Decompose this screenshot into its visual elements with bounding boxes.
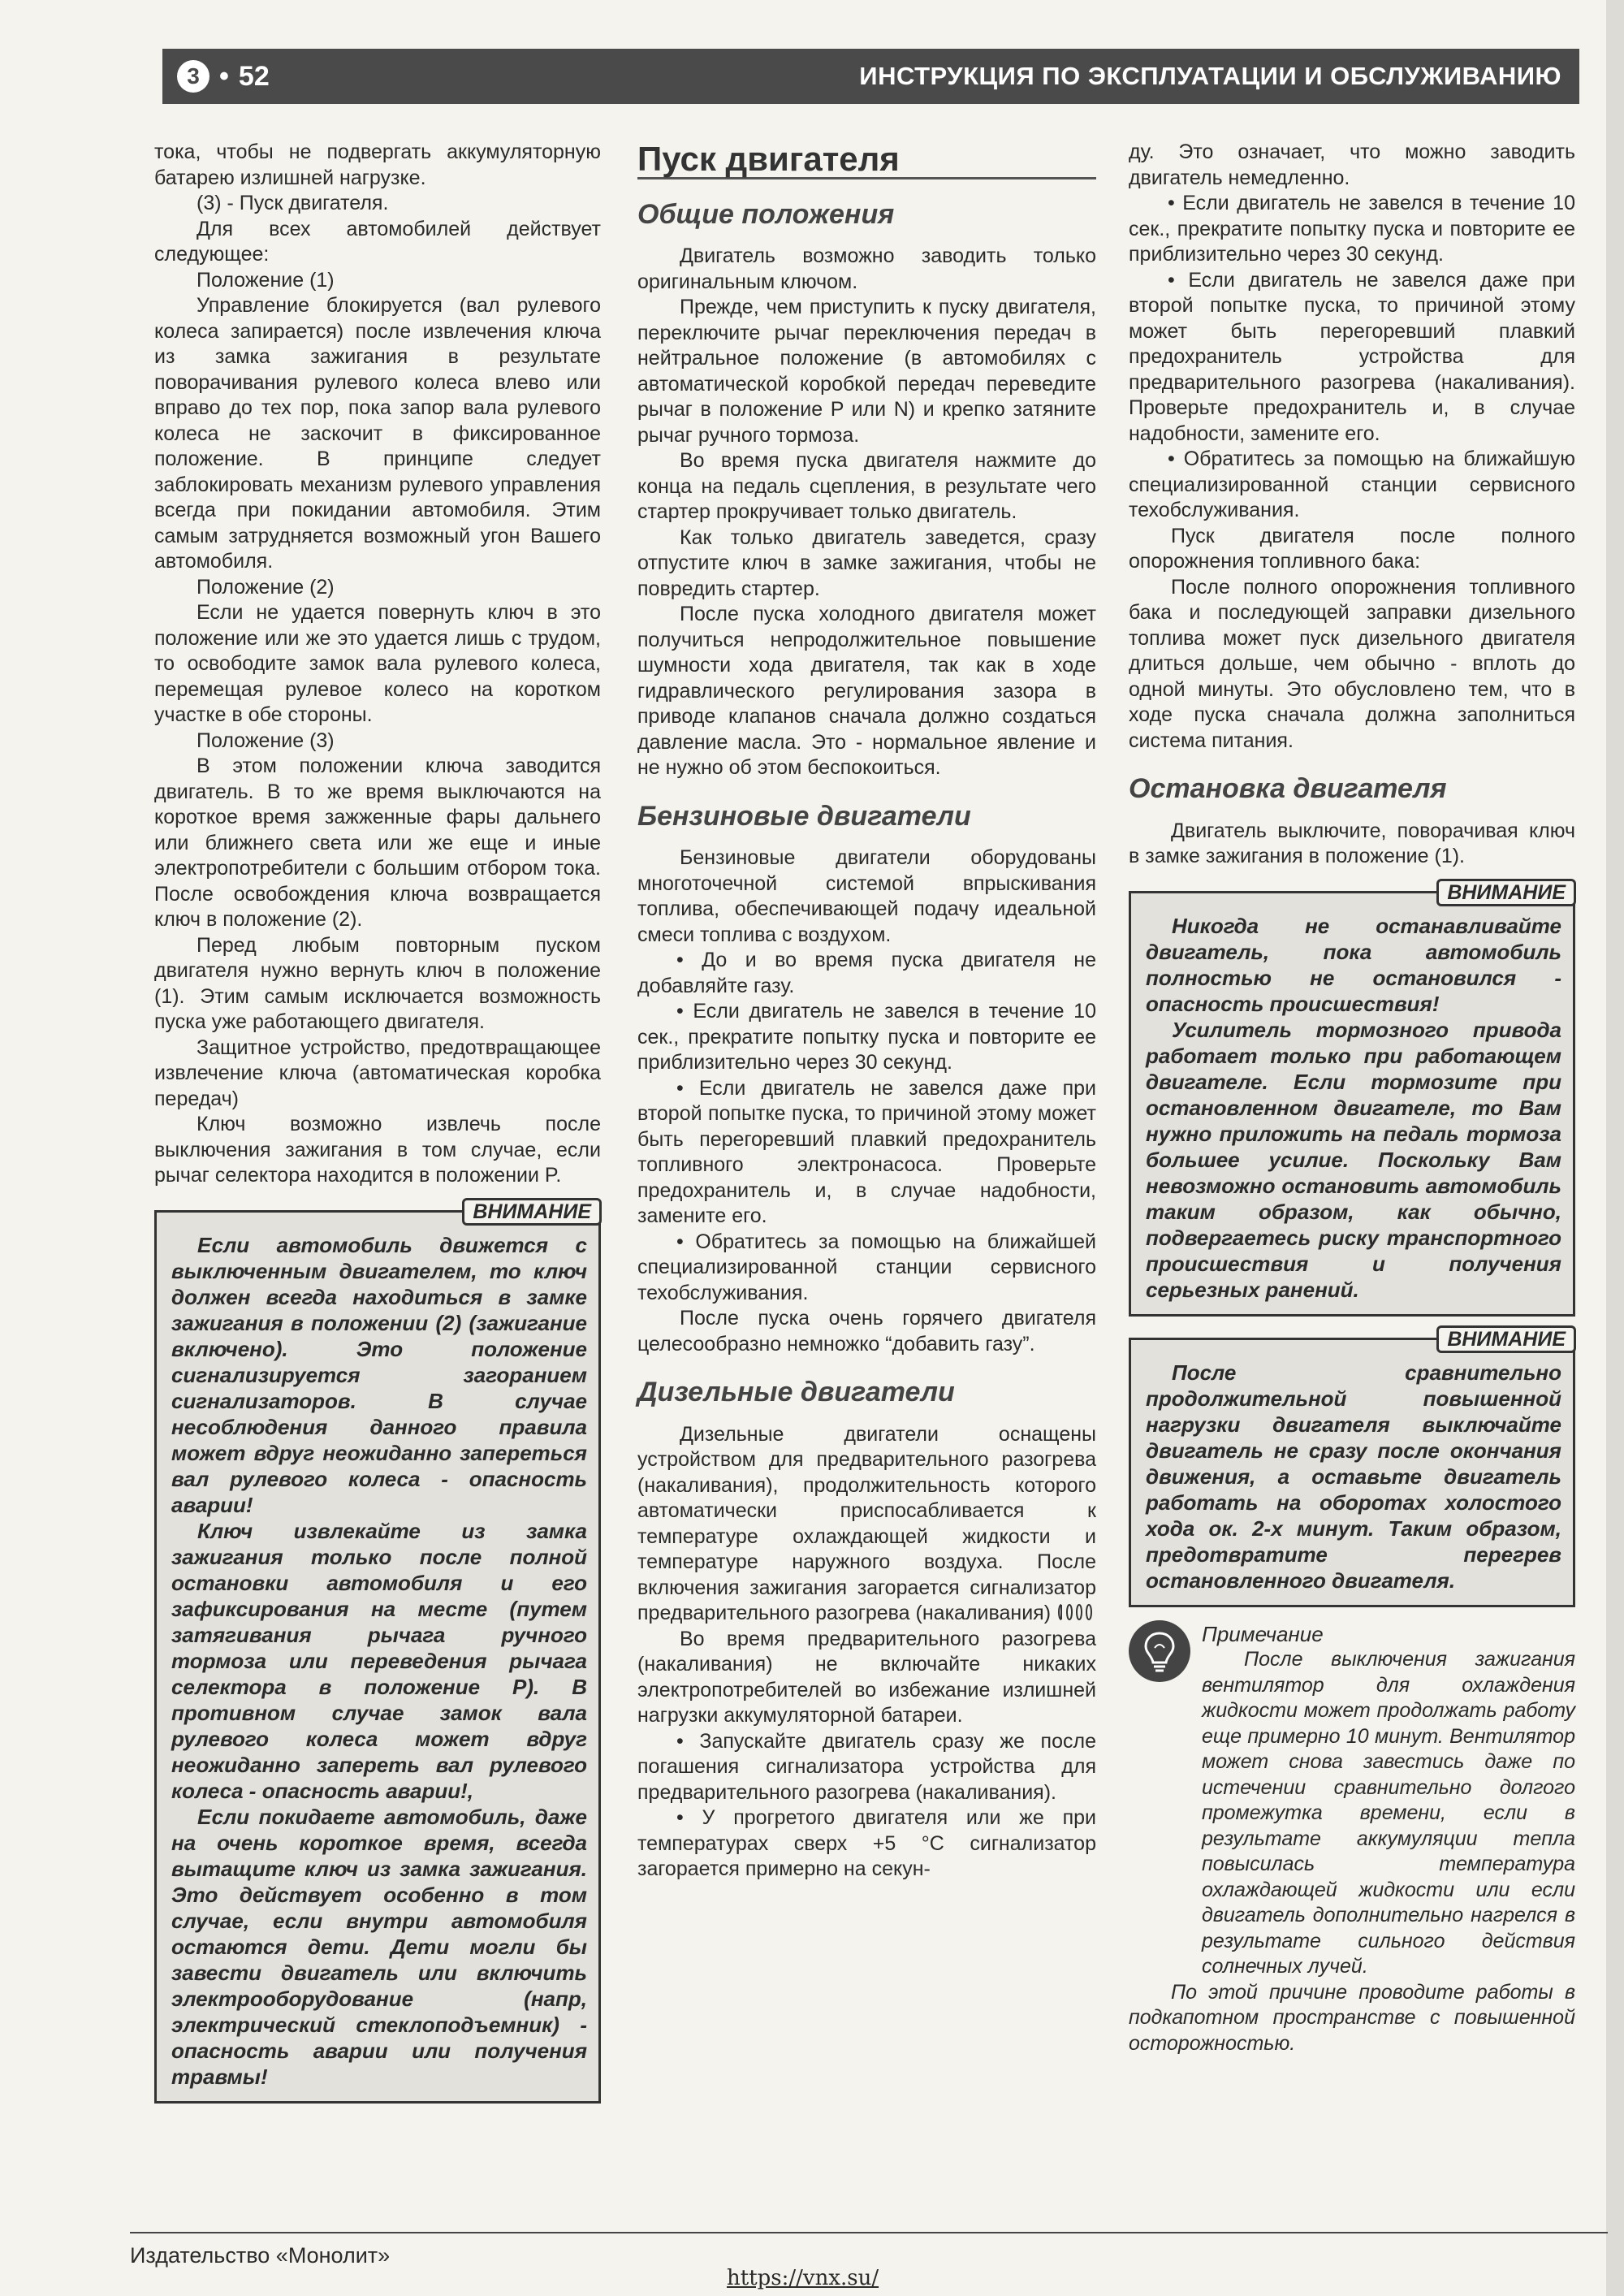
paragraph: Перед любым повторным пуском двигателя нужно вернуть ключ в положение (1). Этим самым исключается возможность пуска уже работающего двигателя. [154, 933, 601, 1033]
page-number: 52 [238, 60, 270, 92]
bullet-item: • Если двигатель не завелся в течение 10 сек., прекратите попытку пуска и повторите ее приблизительно через 30 секунд. [637, 999, 1096, 1076]
glow-plug-icon [1056, 1602, 1095, 1623]
subsection-title: Общие положения [637, 198, 895, 230]
warning-text: Если покидаете автомобиль, даже на очень короткое время, всегда вытащите ключ из замка зажигания. Это действует особенно в том случае, если внутри автомобиля остаются дети. Дети могли бы завести двигатель или включить электрооборудование (напр, электрический стеклоподъемник) - опасность аварии или получения травмы! [171, 1804, 587, 2089]
bullet-item: • Если двигатель не завелся в течение 10 сек., прекратите попытку пуска и повторите ее приблизительно через 30 секунд. [1129, 191, 1575, 268]
warning-text: После сравнительно продолжительной повышенной нагрузки двигателя выключайте двигатель не сразу после окончания движения, а оставьте двигатель работать на оборотах холостого хода ок. 2-х минут. Таким образом, предотвратите перегрев остановленного двигателя. [1146, 1360, 1561, 1593]
source-url[interactable]: https://vnx.su/ [727, 2266, 879, 2290]
note-text: По этой причине проводите работы в подкапотном пространстве с повышенной осторожностью. [1129, 1980, 1575, 2055]
bullet-item: • До и во время пуска двигателя не добавляйте газу. [637, 948, 1096, 999]
paragraph: Пуск двигателя после полного опорожнения топливного бака: [1129, 524, 1575, 573]
note-block [1129, 1620, 1575, 2057]
note-label: Примечание [1202, 1621, 1324, 1646]
paragraph: После пуска очень горячего двигателя целесообразно немножко “добавить газу”. [637, 1307, 1096, 1356]
warning-box [1129, 880, 1575, 1317]
paragraph: Во время пуска двигателя нажмите до конца на педаль сцепления, в результате чего стартер прокручивает только двигатель. [637, 449, 1096, 523]
bullet-separator: • [219, 60, 229, 92]
warning-box [154, 1200, 601, 2104]
paragraph: Ключ возможно извлечь после выключения зажигания в том случае, если рычаг селектора находится в положении P. [154, 1113, 601, 1187]
bullet-item: • Обратитесь за помощью на ближайшей специализированной станции сервисного техобслуживания. [637, 1230, 1096, 1307]
warning-text: Ключ извлекайте из замка зажигания только после полной остановки автомобиля и его зафиксирования на месте (путем затягивания рычага ручного тормоза или переведения рычага селектора в положение P). В противном случае замок вала рулевого колеса может вдруг неожиданно запереть вал рулевого колеса - опасность аварии!, [171, 1518, 587, 1803]
paragraph: тока, чтобы не подвергать аккумуляторную батарею излишней нагрузке. [154, 141, 601, 189]
position-label: Положение (3) [197, 729, 335, 752]
subsection-title: Дизельные двигатели [637, 1377, 955, 1407]
paragraph: Для всех автомобилей действует следующее: [154, 217, 601, 266]
paragraph-text: Дизельные двигатели оснащены устройством для предварительного разогрева (накаливания), продолжительность которого автоматически приспосабливается к температуре охлаждающей жидкости и температуре наружного воздуха. После включения зажигания загорается сигнализатор предварительного разогрева (накаливания) [637, 1422, 1096, 1624]
lightbulb-icon [1129, 1620, 1190, 1682]
paragraph: Прежде, чем приступить к пуску двигателя, переключите рычаг переключения передач в нейтральное положение (в автомобилях с автоматической коробкой передач переведите рычаг в положение P или N) и крепко затяните рычаг ручного тормоза. [637, 296, 1096, 447]
warning-tag: ВНИМАНИЕ [462, 1198, 602, 1226]
paragraph: Двигатель выключите, поворачивая ключ в замке зажигания в положение (1). [1129, 819, 1575, 867]
paragraph: В этом положении ключа заводится двигатель. В то же время выключаются на короткое время зажженные фары дальнего или ближнего света или же еще и иные электропотребители с большим отбором тока. После освобождения ключа возвращается ключ в положение (2). [154, 755, 601, 931]
bullet-item: • Обратитесь за помощью на ближайшую специализированной станции сервисного техобслуживания. [1129, 447, 1575, 524]
note-text: После выключения зажигания вентилятор для охлаждения жидкости может продолжать работу еще примерно 10 минут. Вентилятор может снова завестись даже по истечении сравнительно долгого промежутка времени, если в результате аккумуляции тепла повысилась температура охлаждающей жидкости или если двигатель дополнительно нагрелся в результате сильного действия солнечных лучей. [1202, 1648, 1575, 1978]
warning-text: Усилитель тормозного привода работает только при работающем двигателе. Если тормозите при остановленном двигателе, то Вам нужно приложить на педаль тормоза большее усилие. Поскольку Вам невозможно остановить автомобиль таким образом, как обычно, подвергаетесь риску транспортного происшествия и получения серьезных ранений. [1146, 1017, 1561, 1302]
paragraph: Бензиновые двигатели оборудованы многоточечной системой впрыскивания топлива, обеспечивающей подачу идеальной смеси топлива с воздухом. [637, 846, 1096, 946]
warning-tag: ВНИМАНИЕ [1436, 879, 1576, 906]
header-title: ИНСТРУКЦИЯ ПО ЭКСПЛУАТАЦИИ И ОБСЛУЖИВАНИЮ [859, 62, 1561, 90]
paragraph: После полного опорожнения топливного бака и последующей заправки дизельного топлива может пуск дизельного двигателя длиться дольше, чем обычно - вплоть до одной минуты. Это обусловлено тем, что в ходе пуска сначала должна заполниться система питания. [1129, 575, 1575, 752]
position-label: Положение (1) [197, 268, 335, 292]
subsection-title: Бензиновые двигатели [637, 800, 971, 832]
column-middle [637, 140, 1096, 1883]
paragraph [637, 1422, 1096, 1627]
section-title: Пуск двигателя [637, 146, 1096, 179]
warning-text: Если автомобиль движется с выключенным двигателем, то ключ должен всегда находиться в замке зажигания в положении (2) (зажигание включено). Это положение сигнализируется загоранием сигнализаторов. В случае несоблюдения данного правила может вдруг неожиданно запереться вал рулевого колеса - опасность аварии! [171, 1232, 587, 1517]
page-number-block [162, 60, 270, 93]
chapter-badge: 3 [177, 60, 209, 93]
footer-divider [130, 2232, 1608, 2233]
publisher-name: Издательство «Монолит» [130, 2243, 391, 2268]
position-label: Положение (2) [197, 575, 335, 599]
paragraph: После пуска холодного двигателя может получиться непродолжительное повышение шумности хода двигателя, так как в ходе гидравлического регулирования зазора в приводе клапанов сначала должно создаться давление масла. Это - нормальное явление и не нужно об этом беспокоиться. [637, 603, 1096, 779]
paragraph: Защитное устройство, предотвращающее извлечение ключа (автоматическая коробка передач) [154, 1036, 601, 1110]
page-header [162, 49, 1579, 104]
paragraph: Управление блокируется (вал рулевого колеса запирается) после извлечения ключа из замка зажигания в результате поворачивания рулевого колеса влево или вправо до тех пор, пока запор вала рулевого колеса не заскочит в фиксированное положение. В принципе следует заблокировать механизм рулевого управления всегда при покидании автомобиля. Этим самым затрудняется возможный угон Вашего автомобиля. [154, 294, 601, 573]
bullet-item: • Если двигатель не завелся даже при второй попытке пуска, то причиной этому может быть перегоревший плавкий предохранитель топливного электронасоса. Проверьте предохранитель и, в случае надобности, замените его. [637, 1076, 1096, 1230]
paragraph: (3) - Пуск двигателя. [197, 192, 389, 214]
paragraph: Если не удается повернуть ключ в это положение или же это удается лишь с трудом, то освободите замок вала рулевого колеса, перемещая рулевое колесо на коротком участке в обе стороны. [154, 601, 601, 726]
column-right [1129, 140, 1575, 2056]
bullet-item: • Запускайте двигатель сразу же после погашения сигнализатора устройства для предварительного разогрева (накаливания). [637, 1729, 1096, 1806]
paragraph: ду. Это означает, что можно заводить двигатель немедленно. [1129, 141, 1575, 189]
paragraph: Во время предварительного разогрева (накаливания) не включайте никаких электропотребителей во избежание излишней нагрузки аккумуляторной батареи. [637, 1627, 1096, 1727]
column-left [154, 140, 601, 2112]
note-header [1129, 1620, 1575, 1980]
subsection-title: Остановка двигателя [1129, 773, 1447, 804]
bullet-item: • Если двигатель не завелся даже при второй попытке пуска, то причиной этому может быть перегоревший плавкий предохранитель устройства для предварительного разогрева (накаливания). Проверьте предохранитель и, в случае надобности, замените его. [1129, 268, 1575, 448]
paragraph: Как только двигатель заведется, сразу отпустите ключ в замке зажигания, чтобы не повредить стартер. [637, 525, 1096, 600]
warning-tag: ВНИМАНИЕ [1436, 1325, 1576, 1353]
paragraph: Двигатель возможно заводить только оригинальным ключом. [637, 244, 1096, 293]
page-edge [1606, 0, 1624, 2296]
bullet-item: • У прогретого двигателя или же при температурах сверх +5 °С сигнализатор загорается примерно на секун- [637, 1805, 1096, 1883]
warning-text: Никогда не останавливайте двигатель, пока автомобиль полностью не остановился - опасность происшествия! [1146, 913, 1561, 1016]
warning-box [1129, 1327, 1575, 1607]
